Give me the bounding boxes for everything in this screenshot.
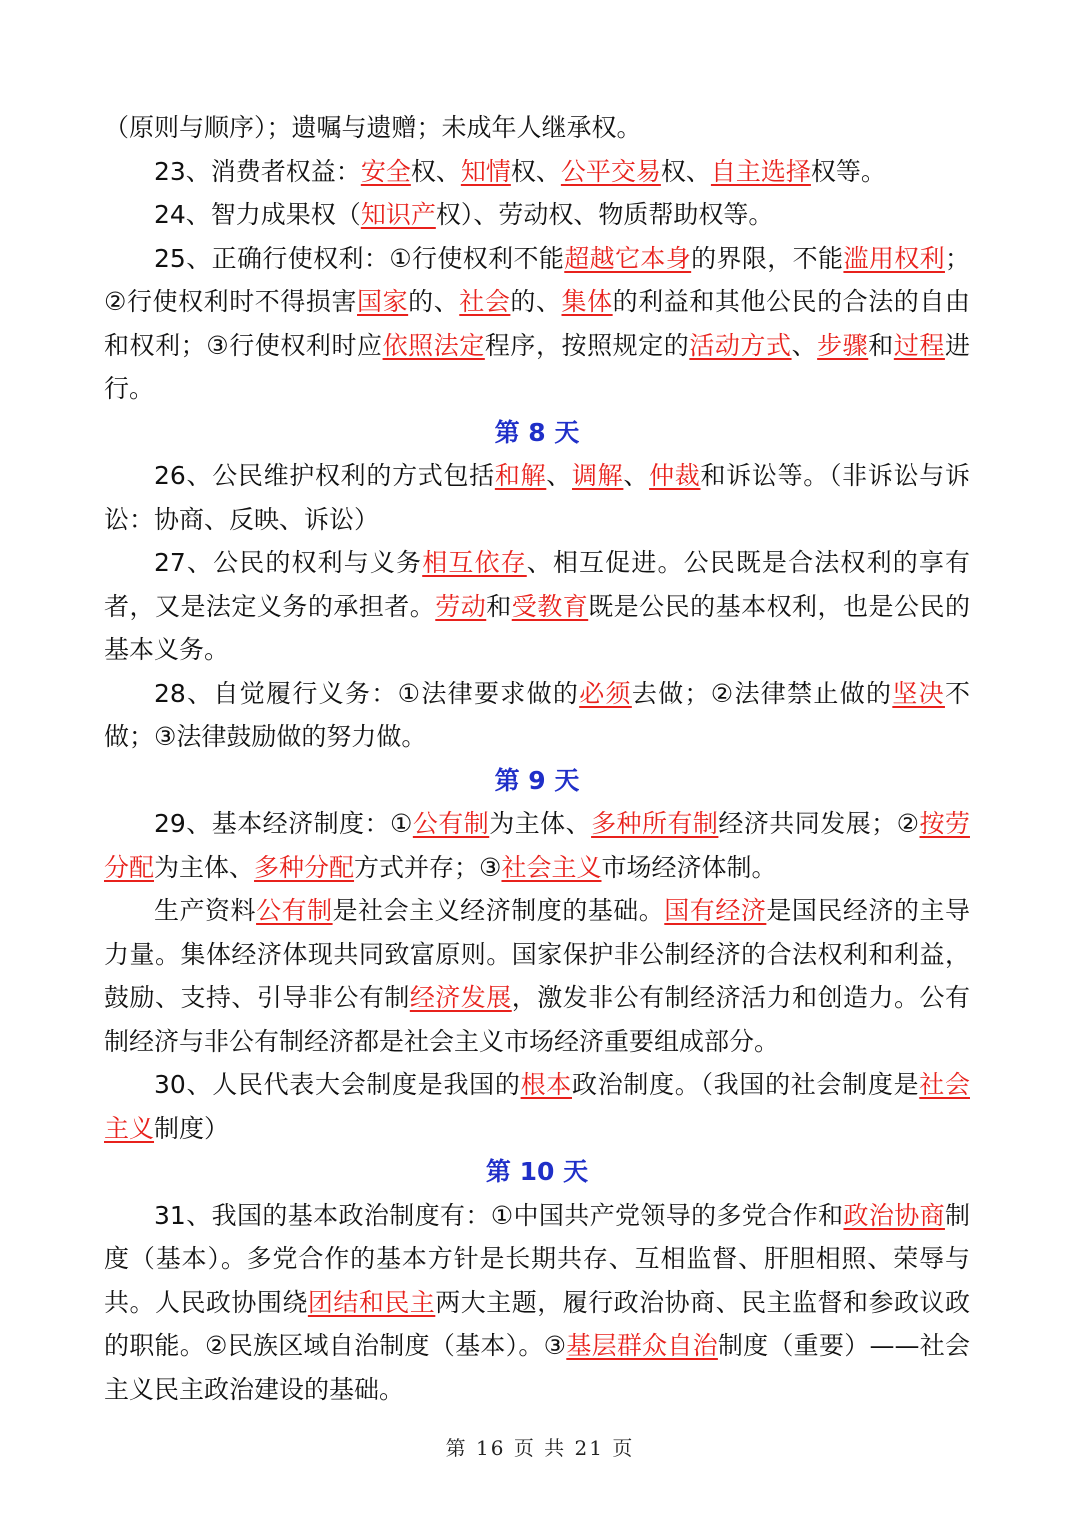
text-segment: 为主体、 [489,809,592,838]
text-segment: 29、基本经济制度：① [154,809,413,838]
day-heading: 第 8 天 [494,417,580,447]
highlighted-term: 劳动 [435,591,487,621]
paragraph [104,889,970,1063]
text-segment: 28、自觉履行义务：①法律要求做的 [154,678,580,708]
text-segment: 的、 [408,287,460,316]
text-segment: （原则与顺序）；遗嘱与遗赠；未成年人继承权。 [104,113,642,142]
highlighted-term: 集体 [561,287,613,316]
paragraph [104,193,970,237]
highlighted-term: 经济发展 [409,983,512,1012]
text-segment: 和 [486,591,512,621]
highlighted-term: 社会主义 [501,852,602,882]
highlighted-term: 活动方式 [689,330,792,360]
text-segment: 、 [623,461,650,490]
text-segment: 30、人民代表大会制度是我国的 [154,1070,521,1099]
text-segment: 和 [868,330,894,360]
highlighted-term: 公平交易 [560,156,661,186]
highlighted-term: 国家 [357,287,409,316]
text-segment: 市场经济体制。 [601,852,777,882]
text-segment: 去做；②法律禁止做的 [631,678,893,708]
highlighted-term: 多种分配 [254,852,355,882]
text-segment: 两大主题，履行政治协商、民主监督和参政议政的职能。②民族区域自治制度（基本）。③ [104,1287,970,1360]
text-segment: 制度（重要）——社会主义民主政治建设的基础。 [104,1331,970,1404]
highlighted-term: 步骤 [817,330,869,360]
highlighted-term: 团结和民主 [307,1287,436,1317]
text-segment: 24、智力成果权（ [154,200,361,229]
highlighted-term: 政治协商 [843,1200,945,1230]
text-segment: 的利益和其他公民的合法的自由和权利；③行使权利时应 [104,287,970,360]
highlighted-term: 社会 [459,287,511,316]
text-segment: 是社会主义经济制度的基础。 [332,896,665,925]
highlighted-term: 和解 [494,461,547,490]
text-segment: 为主体、 [154,852,255,882]
text-segment: 26、公民维护权利的方式包括 [154,461,495,490]
text-segment: 25、正确行使权利：①行使权利不能 [154,243,565,273]
day-heading: 第 10 天 [485,1157,589,1186]
document-body [104,106,970,1411]
highlighted-term: 知情 [460,156,511,186]
highlighted-term: 受教育 [511,591,589,621]
text-segment: 进行。 [104,330,970,403]
highlighted-term: 自主选择 [710,156,811,186]
text-segment: 、 [791,330,818,360]
highlighted-term: 调解 [571,461,624,490]
highlighted-term: 基层群众自治 [566,1331,718,1360]
text-segment: 的界限，不能 [691,243,844,273]
highlighted-term: 社会主义 [104,1070,970,1143]
highlighted-term: 知识产 [360,200,436,229]
text-segment: 权）、劳动权、物质帮助权等。 [435,200,774,229]
paragraph [104,802,970,889]
highlighted-term: 公有制 [412,809,490,838]
text-segment: 23、消费者权益： [154,156,361,186]
text-segment: 既是公民的基本权利，也是公民的基本义务。 [104,591,970,664]
text-segment: 、相互促进。公民既是合法权利的享有者，又是法定义务的承担者。 [104,548,970,621]
text-segment: 是国民经济的主导力量。集体经济体现共同致富原则。国家保护非公制经济的合法权利和利益，鼓励、支持、引导非公有制 [104,896,970,1012]
highlighted-term: 多种所有制 [591,809,719,838]
text-segment: 权、 [410,156,461,186]
day-heading: 第 9 天 [494,765,580,795]
paragraph [104,672,970,759]
text-segment: 权等。 [810,156,886,186]
text-segment: 31、我国的基本政治制度有：①中国共产党领导的多党合作和 [154,1200,844,1230]
highlighted-term: 坚决 [892,678,945,708]
text-segment: 制度（基本）。多党合作的基本方针是长期共存、互相监督、肝胆相照、荣辱与共。人民政协围绕 [104,1200,970,1317]
highlighted-term: 国有经济 [664,896,767,925]
highlighted-term: 过程 [893,330,945,360]
paragraph [104,1063,970,1150]
paragraph [104,237,970,411]
text-segment: 程序，按照规定的 [484,330,690,360]
text-segment: ；②行使权利时不得损害 [104,243,970,316]
text-segment: 制度） [154,1113,230,1143]
text-segment: 生产资料 [154,896,257,925]
highlighted-term: 按劳分配 [104,809,970,882]
paragraph [104,454,970,541]
highlighted-term: 相互依存 [422,548,527,577]
text-segment: 和诉讼等。（非诉讼与诉讼：协商、反映、诉讼） [104,461,970,534]
paragraph [104,106,970,150]
highlighted-term: 依照法定 [382,330,485,360]
page-footer: 第 16 页 共 21 页 [445,1436,635,1460]
text-segment: 权、 [660,156,711,186]
text-segment: 的、 [510,287,562,316]
text-segment: 政治制度。（我国的社会制度是 [572,1070,920,1099]
highlighted-term: 滥用权利 [843,243,945,273]
highlighted-term: 安全 [360,156,411,186]
highlighted-term: 仲裁 [649,461,701,490]
text-segment: 不做；③法律鼓励做的努力做。 [104,678,970,751]
highlighted-term: 必须 [579,678,632,708]
text-segment: 、 [546,461,572,490]
paragraph [104,150,970,194]
paragraph [104,1194,970,1412]
text-segment: 权、 [510,156,561,186]
paragraph [104,541,970,672]
text-segment: ，激发非公有制经济活力和创造力。公有制经济与非公有制经济都是社会主义市场经济重要组成部分。 [104,983,970,1056]
highlighted-term: 超越它本身 [564,243,692,273]
highlighted-term: 根本 [520,1070,572,1099]
text-segment: 经济共同发展；② [718,809,920,838]
text-segment: 方式并存；③ [354,852,502,882]
text-segment: 27、公民的权利与义务 [154,548,423,577]
highlighted-term: 公有制 [256,896,333,925]
